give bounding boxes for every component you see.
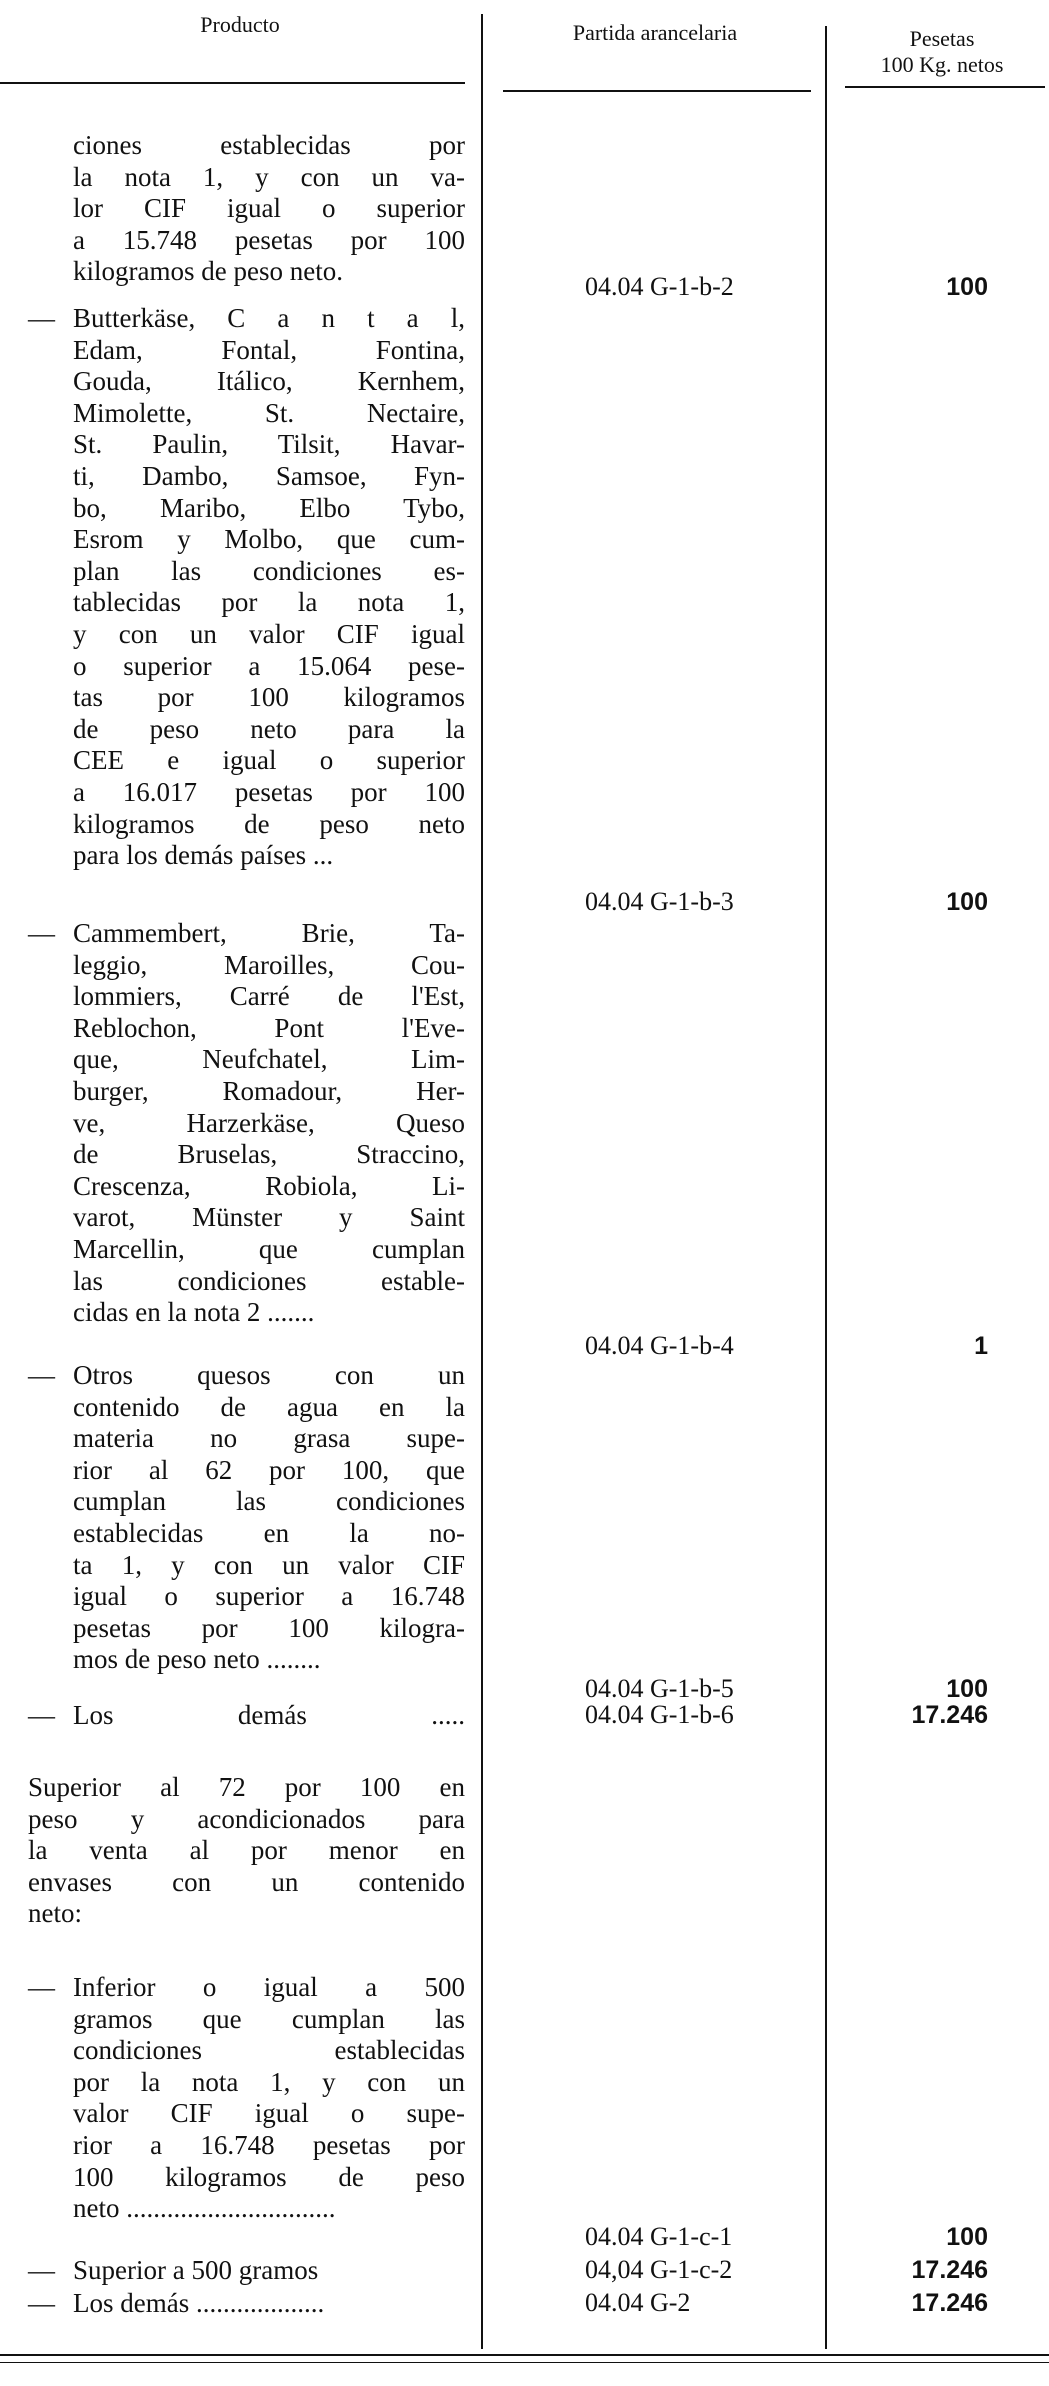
product-line: Butterkäse, C a n t a l, — [73, 303, 465, 333]
tariff-code: 04.04 G-1-b-6 — [585, 1700, 734, 1729]
product-line: peso y acondicionados para — [28, 1803, 465, 1834]
product-line: burger, Romadour, Her- — [73, 1075, 465, 1106]
product-line: Marcellin, que cumplan — [73, 1233, 465, 1264]
product-line: Reblochon, Pont l'Eve- — [73, 1012, 465, 1043]
item-dash: — — [28, 1972, 55, 2002]
product-line: igual o superior a 16.748 — [73, 1581, 465, 1612]
footer-rule-bottom — [0, 2362, 1049, 2363]
tariff-code: 04.04 G-1-b-5 — [585, 1674, 734, 1703]
product-line: Otros quesos con un — [73, 1360, 465, 1390]
product-description — [73, 130, 465, 288]
header-rule-pesetas — [845, 86, 1045, 88]
product-line: de Bruselas, Straccino, — [73, 1139, 465, 1170]
product-line: plan las condiciones es- — [73, 555, 465, 586]
product-line: la nota 1, y con un va- — [73, 161, 465, 192]
product-line: Crescenza, Robiola, Li- — [73, 1170, 465, 1201]
product-line: lor CIF igual o superior — [73, 193, 465, 224]
duty-value: 100 — [946, 888, 988, 916]
item-dash: — — [28, 2288, 55, 2318]
duty-value: 100 — [946, 2223, 988, 2251]
column-header-producto: Producto — [200, 12, 280, 37]
product-line: Gouda, Itálico, Kernhem, — [73, 366, 465, 397]
item-dash: — — [28, 2255, 55, 2285]
product-line: mos de peso neto ........ — [73, 1644, 321, 1675]
product-line: materia no grasa supe- — [73, 1423, 465, 1454]
column-header-partida: Partida arancelaria — [572, 20, 738, 45]
product-line: ti, Dambo, Samsoe, Fyn- — [73, 460, 465, 491]
product-line: Mimolette, St. Nectaire, — [73, 397, 465, 428]
product-line: CEE e igual o superior — [73, 745, 465, 776]
product-line: neto ............................... — [73, 2193, 336, 2224]
product-line: ciones establecidas por — [73, 130, 465, 160]
item-dash: — — [28, 1360, 55, 1390]
product-line: leggio, Maroilles, Cou- — [73, 949, 465, 980]
product-line: y con un valor CIF igual — [73, 618, 465, 649]
product-line: Los demás ..... — [73, 1700, 465, 1730]
item-dash: — — [28, 918, 55, 948]
product-line: condiciones establecidas — [73, 2035, 465, 2066]
duty-value: 17.246 — [911, 2256, 988, 2284]
product-line: rior al 62 por 100, que — [73, 1454, 465, 1485]
column-divider-right — [825, 26, 827, 2349]
product-line: que, Neufchatel, Lim- — [73, 1044, 465, 1075]
product-description — [73, 1700, 465, 1732]
product-line: Los demás ................... — [73, 2288, 325, 2318]
duty-value: 1 — [974, 1332, 988, 1360]
product-line: contenido de agua en la — [73, 1391, 465, 1422]
product-line: Edam, Fontal, Fontina, — [73, 334, 465, 365]
product-line: 100 kilogramos de peso — [73, 2161, 465, 2192]
footer-rule-top — [0, 2354, 1049, 2356]
tariff-code: 04.04 G-1-c-1 — [585, 2222, 733, 2251]
item-dash: — — [28, 303, 55, 333]
product-line: kilogramos de peso neto. — [73, 256, 343, 287]
product-line: para los demás países ... — [73, 840, 334, 871]
product-description — [73, 2288, 465, 2320]
product-description — [73, 918, 465, 1329]
duty-value: 100 — [946, 1675, 988, 1703]
product-line: ve, Harzerkäse, Queso — [73, 1107, 465, 1138]
product-line: tablecidas por la nota 1, — [73, 587, 465, 618]
product-line: Superior a 500 gramos — [73, 2255, 319, 2285]
header-rule-partida — [503, 90, 811, 92]
header-rule-producto — [0, 82, 465, 84]
product-line: varot, Münster y Saint — [73, 1202, 465, 1233]
product-line: rior a 16.748 pesetas por — [73, 2129, 465, 2160]
product-line: bo, Maribo, Elbo Tybo, — [73, 492, 465, 523]
product-line: de peso neto para la — [73, 713, 465, 744]
product-line: tas por 100 kilogramos — [73, 682, 465, 713]
column-divider-left — [481, 14, 483, 2349]
product-line: gramos que cumplan las — [73, 2003, 465, 2034]
tariff-code: 04.04 G-1-b-4 — [585, 1331, 734, 1360]
tariff-code: 04.04 G-2 — [585, 2288, 691, 2317]
product-line: ta 1, y con un valor CIF — [73, 1549, 465, 1580]
product-line: a 15.748 pesetas por 100 — [73, 224, 465, 255]
product-line: Esrom y Molbo, que cum- — [73, 524, 465, 555]
product-line: Superior al 72 por 100 en — [28, 1772, 465, 1802]
product-line: St. Paulin, Tilsit, Havar- — [73, 429, 465, 460]
tariff-code: 04.04 G-1-b-3 — [585, 887, 734, 916]
product-line: las condiciones estable- — [73, 1265, 465, 1296]
duty-value: 17.246 — [911, 1701, 988, 1729]
product-line: cidas en la nota 2 ....... — [73, 1297, 315, 1328]
duty-value: 100 — [946, 273, 988, 301]
product-line: establecidas en la no- — [73, 1517, 465, 1548]
product-description — [73, 2255, 465, 2287]
product-line: envases con un contenido — [28, 1866, 465, 1897]
product-line: Cammembert, Brie, Ta- — [73, 918, 465, 948]
product-description — [73, 1360, 465, 1676]
product-line: pesetas por 100 kilogra- — [73, 1612, 465, 1643]
product-line: la venta al por menor en — [28, 1835, 465, 1866]
product-line: o superior a 15.064 pese- — [73, 650, 465, 681]
product-line: a 16.017 pesetas por 100 — [73, 776, 465, 807]
product-description — [73, 1972, 465, 2225]
product-line: por la nota 1, y con un — [73, 2066, 465, 2097]
product-line: lommiers, Carré de l'Est, — [73, 981, 465, 1012]
product-line: kilogramos de peso neto — [73, 808, 465, 839]
item-dash: — — [28, 1700, 55, 1730]
product-line: valor CIF igual o supe- — [73, 2098, 465, 2129]
product-line: neto: — [28, 1898, 82, 1929]
product-line: Inferior o igual a 500 — [73, 1972, 465, 2002]
product-line: cumplan las condiciones — [73, 1486, 465, 1517]
product-description — [73, 303, 465, 872]
section-description — [28, 1772, 465, 1930]
tariff-code: 04.04 G-1-b-2 — [585, 272, 734, 301]
column-header-pesetas-unit: 100 Kg. netos — [880, 52, 1004, 77]
duty-value: 17.246 — [911, 2289, 988, 2317]
tariff-code: 04,04 G-1-c-2 — [585, 2255, 733, 2284]
column-header-pesetas: Pesetas — [909, 26, 975, 51]
